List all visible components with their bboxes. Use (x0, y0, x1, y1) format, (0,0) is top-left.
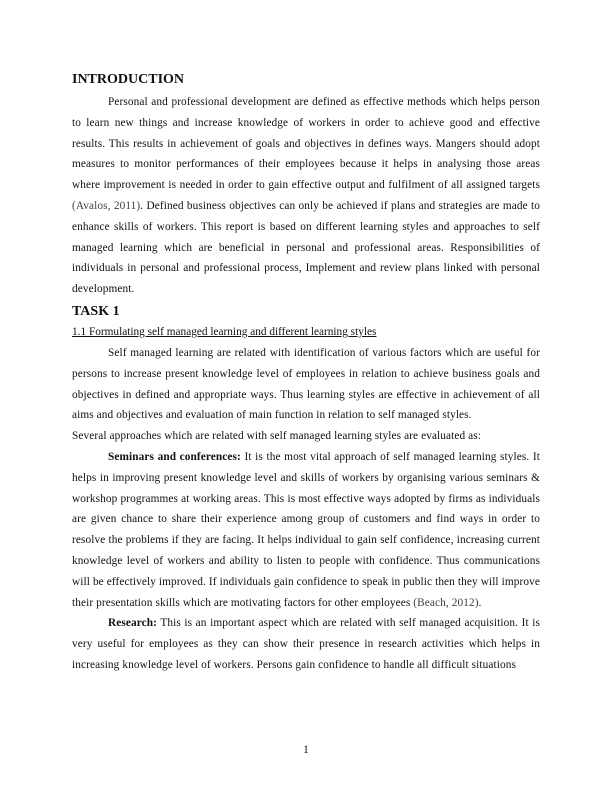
task1-paragraph-2: Several approaches which are related with self managed learning styles are evaluated as: (72, 430, 482, 443)
intro-citation: (Avalos, 2011) (72, 199, 141, 212)
seminars-paragraph (72, 447, 540, 613)
research-label: Research: (108, 617, 157, 630)
seminars-citation: (Beach, 2012) (413, 596, 479, 609)
intro-text-part2: . Defined business objectives can only be achieved if plans and strategies are made to enhance skills of workers. This report is based on different learning styles and approaches to self managed learning which are beneficial in personal and professional areas. Responsibilities of individuals in personal and professional process, Implement and review plans linked with personal development. (72, 199, 540, 296)
page-number: 1 (303, 744, 309, 756)
seminars-text: It is the most vital approach of self managed learning styles. It helps in improving present knowledge level and skills of workers by organising various seminars & workshop programmes at working areas. This is most effective ways adopted by firms as individuals are given chance to share their experience among group of customers and find ways in order to resolve the problems if they are facing. It helps individual to gain self confidence, increasing current knowledge level of workers and ability to listen to people with confidence. Thus communications will be effectively improved. If individuals gain confidence to speak in public then they will improve their presentation skills which are motivating factors for other employees (72, 450, 540, 609)
intro-text-part1: Personal and professional development are defined as effective methods which helps person to learn new things and increase knowledge of workers in order to achieve good and effective results. This results in achievement of goals and objectives in defines ways. Mangers should adopt measures to monitor performances of their employees because it helps in analysing those areas where improvement is needed in order to gain effective output and fulfilment of all assigned targets (72, 96, 540, 192)
task1-heading: TASK 1 (72, 303, 120, 319)
page-content (72, 70, 540, 676)
seminars-label: Seminars and conferences: (108, 450, 241, 463)
research-text: This is an important aspect which are related with self managed acquisition. It is very useful for employees as they can show their presence in research activities which helps in increasing knowledge level of workers. Persons gain confidence to handle all difficult situations (72, 617, 540, 671)
introduction-heading: INTRODUCTION (72, 72, 185, 87)
seminars-end: . (478, 596, 482, 609)
task1-subheading: 1.1 Formulating self managed learning and different learning styles (72, 325, 377, 338)
research-paragraph (72, 613, 540, 675)
introduction-paragraph (72, 92, 540, 300)
task1-paragraph-1: Self managed learning are related with identification of various factors which are useful for persons to increase present knowledge level of employees in relation to achieve business goals and objectives in defined and appropriate ways. Thus learning styles are effective in achievement of all aims and objectives and evaluation of main function in relation to self managed styles. (72, 346, 540, 422)
